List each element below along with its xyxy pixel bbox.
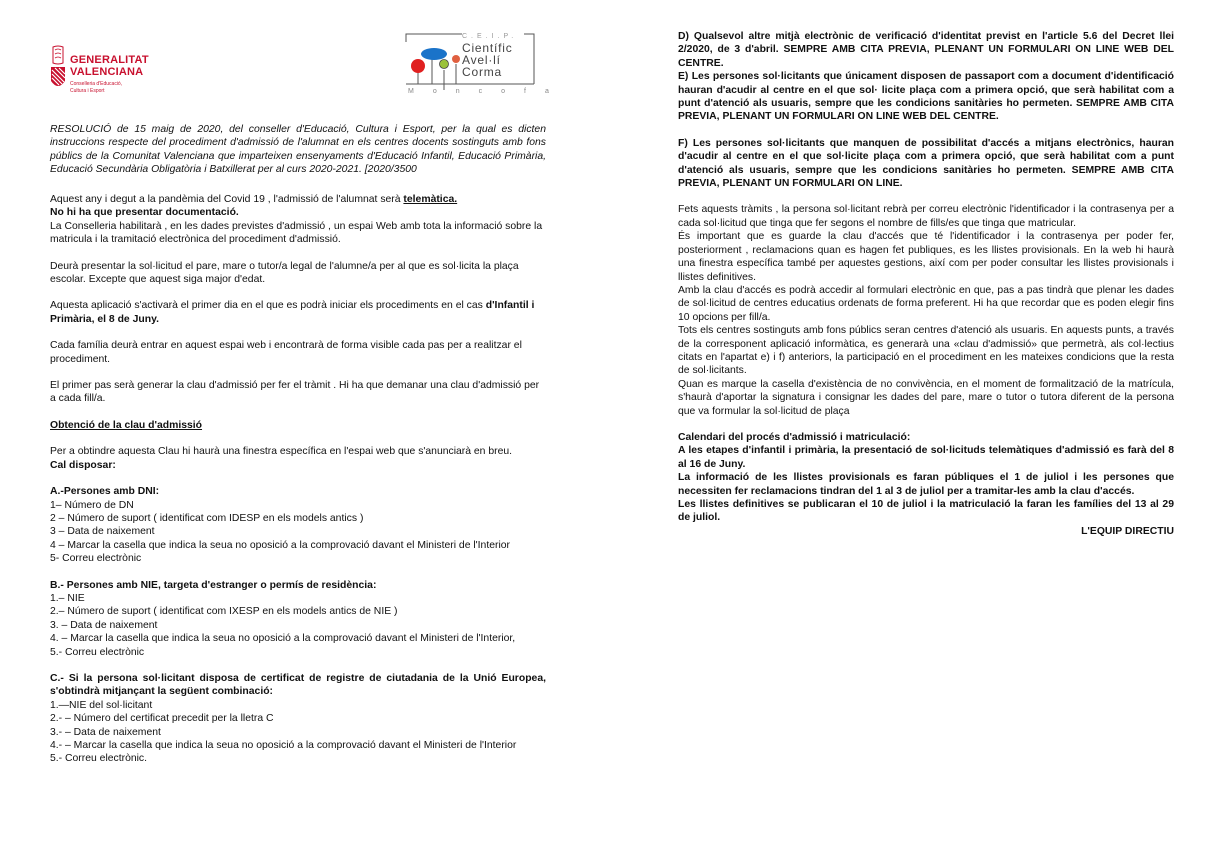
option-d-paragraph: D) Qualsevol altre mitjà electrònic de verificació d'identitat previst en l'article 5.6 del Decret llei 2/2020, de 3 d'abril. SEMPRE AMB CITA PREVIA, PLENANT UN FORMULARI ON LINE WEB DEL CENTRE. xyxy=(678,31,1174,69)
red-balloon-icon xyxy=(411,59,425,73)
intro-paragraph xyxy=(50,193,546,206)
conselleria-paragraph: La Conselleria habilitarà , en les dades previstes d'admissió , un espai Web amb tota la informació sobre la matricula i la tramitació electrònica del procediment d'admissió. xyxy=(50,220,543,246)
form-paragraph: Amb la clau d'accés es podrà accedir al formulari electrònic en que, pas a pas tindrà que plenar les dades de sol·licitud de centres educatius ordenats de forma preferent. Hi ha que recordar que es poden elegir fins 10 opcions per fill/a. xyxy=(678,284,1174,323)
list-item: 4. – Marcar la casella que indica la seua no oposició a la comprovació davant el Ministeri de l'Interior, xyxy=(50,633,516,645)
generalitat-line2: VALENCIANA xyxy=(70,66,144,78)
section-c xyxy=(50,672,546,766)
list-item: 5.- Correu electrònic xyxy=(50,646,145,658)
generalitat-valenciana-logo xyxy=(50,45,160,97)
ceip-name xyxy=(462,32,517,78)
generalitat-sub1: Conselleria d'Educació, xyxy=(70,81,123,87)
activation-text: Aquesta aplicació s'activarà el primer dia en el que es podrà iniciar els procediments en el cas xyxy=(50,300,486,312)
no-cohabitation-paragraph: Quan es marque la casella d'existència de no convivència, en el moment de formalització de la matrícula, s'haurà d'aportar la signatura i consignar les dades del pare, mare o tutor o tutora diferent de la persona que va formular la sol·licitud de plaça xyxy=(678,378,1174,417)
who-presents-paragraph: Deurà presentar la sol·licitud el pare, mare o tutor/a legal de l'alumne/a per al que es sol·licita la plaça escolar. Excepte que aquest siga major d'edat. xyxy=(50,260,519,286)
first-step-paragraph: El primer pas serà generar la clau d'admissió per fer el tràmit . Hi ha que demanar una clau d'admissió per a cada fill/a. xyxy=(50,380,540,405)
list-item: 3. – Data de naixement xyxy=(50,619,158,631)
generalitat-title xyxy=(70,54,149,78)
list-item: 3.- – Data de naixement xyxy=(50,726,161,738)
list-item: 5- Correu electrònic xyxy=(50,553,142,565)
calendar-item: Les llistes definitives se publicaran el 10 de juliol i la matriculació la faran les famílies del 13 al 29 de juliol. xyxy=(678,499,1174,524)
generalitat-subtitle xyxy=(70,81,122,95)
intro-text: Aquest any i degut a la pandèmia del Covid 19 , l'admissió de l'alumnat serà xyxy=(50,194,404,205)
calendar-title: Calendari del procés d'admissió i matriculació: xyxy=(678,431,911,443)
activation-date: d'Infantil i Primària, el 8 de Juny. xyxy=(50,300,535,325)
list-item: 2.– Número de suport ( identificat com IXESP en els models antics de NIE ) xyxy=(50,606,398,618)
ceip-name-line1: Científic xyxy=(462,41,513,55)
telematica-emphasis: telemàtica. xyxy=(403,194,458,205)
list-item: 4.- – Marcar la casella que indica la seua no oposició a la comprovació davant el Ministeri de l'Interior xyxy=(50,740,517,751)
option-e-paragraph: E) Les persones sol·licitants que únicament disposen de passaport com a document d'identificació hauran d'acudir al centre en el que sol· licite plaça com a primera opció, que serà habilitat com a punt d'atenció als usuaris, sempre que les condicions sanitàries ho permeten. SEMPRE AMB CITA PREVIA, PLENANT UN FORMULARI ON LINE WEB DEL CENTRE. xyxy=(678,71,1174,123)
orange-balloon-icon xyxy=(452,55,460,63)
section-a-title: A.-Persones amb DNI: xyxy=(50,486,160,498)
activation-paragraph xyxy=(50,299,546,326)
list-item: 3 – Data de naixement xyxy=(50,526,155,538)
list-item: 2 – Número de suport ( identificat com IDESP en els models antics ) xyxy=(50,512,364,524)
ceip-name-line2: Avel·lí xyxy=(462,53,501,67)
section-b-title: B.- Persones amb NIE, targeta d'estranger o permís de residència: xyxy=(50,579,377,591)
no-documentation-notice: No hi ha que presentar documentació. xyxy=(50,207,239,219)
list-item: 4 – Marcar la casella que indica la seua no oposició a la comprovació davant el Ministeri de l'Interior xyxy=(50,539,510,551)
list-item: 1.– NIE xyxy=(50,592,85,604)
ceip-name-line3: Corma xyxy=(462,65,503,79)
list-item: 1.—NIE del sol·licitant xyxy=(50,699,153,711)
section-b xyxy=(50,579,546,659)
option-f-paragraph: F) Les persones sol·licitants que manquen de possibilitat d'accés a mitjans electrònics, hauran d'acudir al centre en el que sol·licite plaça com a primera opció, que serà habilitat com a punt d'atenció als usuaris, sempre que les condicions sanitàries ho permeten. SEMPRE AMB CITA PREVIA, PLENANT UN FORMULARI ON LINE. xyxy=(678,137,1174,190)
obtain-text: Per a obtindre aquesta Clau hi haurà una finestra específica en l'espai web que s'anunciarà en breu. xyxy=(50,446,513,458)
list-item: 5.- Correu electrònic. xyxy=(50,753,148,765)
calendar-item: La informació de les llistes provisionals es faran públiques el 1 de juliol i les persones que necessiten fer reclamacions tindran del 1 al 3 de juliol per a tramitar-les amb la clau d'accés. xyxy=(678,472,1174,497)
green-balloon-icon xyxy=(440,60,449,69)
generalitat-sub2: Cultura i Esport xyxy=(70,88,105,94)
clau-heading: Obtenció de la clau d'admissió xyxy=(50,419,203,431)
ceip-prefix: C.E.I.P. xyxy=(462,33,518,40)
credentials-paragraph: Fets aquests tràmits , la persona sol·licitant rebrà per correu electrònic l'identificador i la contrasenya per a cada sol·licitud que tinga que fer segons el nombre de fills/es que tinga que matricular. xyxy=(678,204,1174,229)
intro-block xyxy=(50,193,546,766)
section-c-title: C.- Si la persona sol·licitant disposa de certificat de registre de ciutadania de la Unió Europea, s'obtindrà mitjançant la següent combinació: xyxy=(50,672,546,698)
resolution-reference: RESOLUCIÓ de 15 maig de 2020, del conseller d'Educació, Cultura i Esport, per la qual es dicten instruccions respecte del procediment d'admissió de l'alumnat en els centres docents sostinguts amb fons públics de la Comunitat Valenciana que imparteixen ensenyaments d'Educació Infantil, Educació Primària, Educació Secundària Obligatòria i Batxillerat per al curs 2020-2021. [2020/3500 xyxy=(50,124,546,176)
attention-points-paragraph: Tots els centres sostinguts amb fons públics seran centres d'atenció als usuaris. En aquests punts, a través de la corresponent aplicació informàtica, es generarà una «clau d'admissió» que permetrà, als col·lectius citats en l'apartat e) i f) anteriors, la participació en el procediment en les mateixes condicions que la resta de sol·licitants. xyxy=(678,325,1174,377)
family-paragraph: Cada família deurà entrar en aquest espai web i encontrarà de forma visible cada pas per a realitzar el procediment. xyxy=(50,340,522,365)
signature: L'EQUIP DIRECTIU xyxy=(1081,525,1174,537)
generalitat-line1: GENERALITAT xyxy=(70,54,149,66)
blue-balloon-icon xyxy=(421,48,447,60)
important-paragraph: És important que es guarde la clau d'accés que té l'identificador i la contrasenya per poder fer, posteriorment , reclamacions quan es hagen fet publiques, es les llistes provisionals. En la web hi haurà una finestra específica també per aquestes gestions, així com per poder consultar les llistes provisionals i llistes definitives. xyxy=(678,231,1174,283)
cal-disposar: Cal disposar: xyxy=(50,459,116,471)
right-block xyxy=(678,30,1174,538)
ceip-town: Moncofa xyxy=(408,88,568,95)
section-a xyxy=(50,485,546,565)
list-item: 2.- – Número del certificat precedit per la lletra C xyxy=(50,713,274,725)
obtain-paragraph xyxy=(50,445,546,472)
calendar-item: A les etapes d'infantil i primària, la presentació de sol·licituds telemàtiques d'admissió es farà del 8 al 16 de Juny. xyxy=(678,445,1174,470)
ceip-logo xyxy=(404,32,568,100)
list-item: 1– Número de DN xyxy=(50,499,134,511)
coat-of-arms-icon xyxy=(50,45,66,93)
